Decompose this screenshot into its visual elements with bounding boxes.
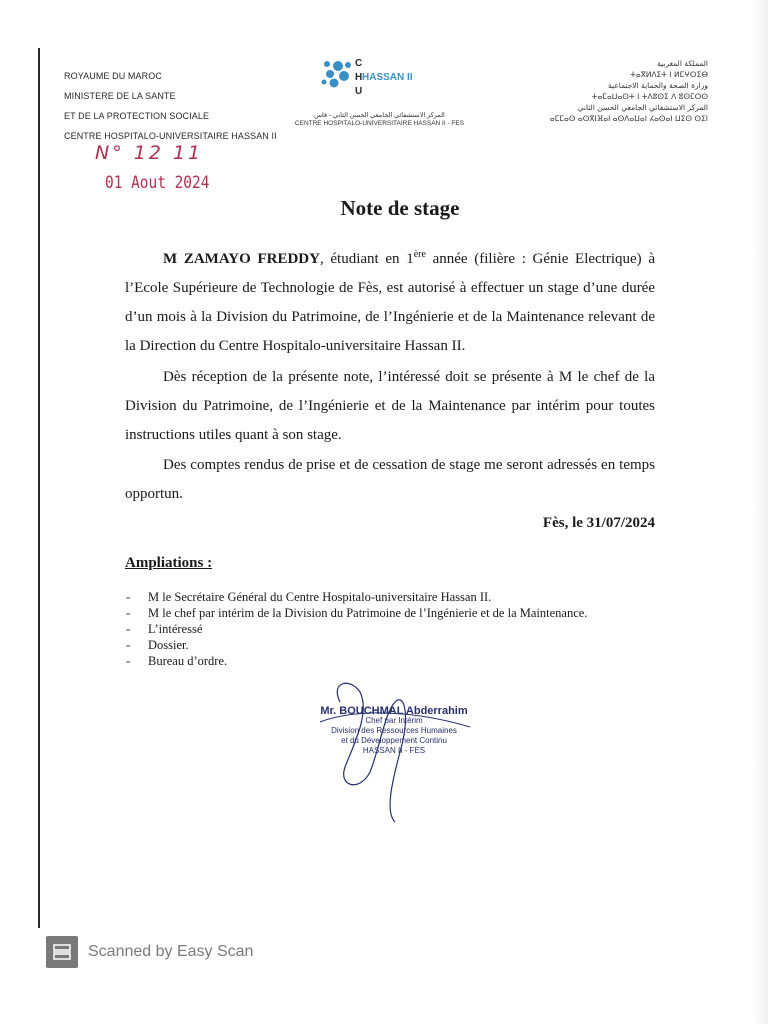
paragraph-3-text: Des comptes rendus de prise et de cessation de stage me seront adressés en temps opportun. [125,457,655,502]
official-stamp [308,706,480,756]
watermark-label: Scanned by Easy Scan [88,943,254,960]
header-left-line: ET DE LA PROTECTION SOCIALE [64,111,210,121]
reference-date: 01 Aout 2024 [105,173,210,193]
paragraph-3 [125,451,655,509]
student-name: M ZAMAYO FREDDY [163,251,320,267]
logo-sub-arabic: المركز الاستشفائي الجامعي الحسن الثاني - فاس [314,112,445,119]
logo-sub-latin: CENTRE HOSPITALO-UNIVERSITAIRE HASSAN II - FES [294,120,465,127]
header-right-line: المملكة المغربية [657,59,708,68]
paragraph-2 [125,363,655,450]
header-left [64,66,277,146]
logo-subtitle [282,112,477,128]
header-left-line: CENTRE HOSPITALO-UNIVERSITAIRE HASSAN II [64,131,277,141]
header-left-line: ROYAUME DU MAROC [64,71,162,81]
superscript: ère [413,249,426,260]
header-right-line: وزارة الصحة والحماية الاجتماعية [608,81,708,90]
list-item: - M le chef par intérim de la Division du Patrimoine de l’Ingénierie et de la Maintenance. [126,605,587,621]
place-date: Fès, le 31/07/2024 [542,515,655,531]
ampliations-list [126,589,587,669]
reference-number: N° 12 11 [95,142,204,164]
paragraph-1 [125,245,655,361]
ampliations-title: Ampliations : [125,555,213,571]
paragraph-1-part-b: année (filière : Génie Electrique) à l’Ecole Supérieure de Technologie de Fès, est autorisé à effectuer un stage d’une durée d’un mois à la Division du Patrimoine, de l’Ingénierie et de la Maintenance relevant de la Direction du Centre Hospitalo-universitaire Hassan II. [125,251,655,354]
header-left-line: MINISTERE DE LA SANTE [64,91,176,101]
stamp-line: Division des Ressources Humaines [331,726,457,735]
header-right [550,58,708,124]
logo-flower-icon [322,61,352,88]
scanner-icon [46,936,78,968]
paragraph-2-text: Dès réception de la présente note, l’intéressé doit se présente à M le chef de la Division du Patrimoine, de l’Ingénierie et de la Maintenance par intérim pour toutes instructions utiles quant à son stage. [125,369,655,443]
logo-name: HASSAN II [362,72,413,83]
list-item: - M le Secrétaire Général du Centre Hospitalo-universitaire Hassan II. [126,589,587,605]
header-right-line: ⵜⴰⴳⵍⴷⵉⵜ ⵏ ⵍⵎⵖⵔⵉⴱ [630,70,708,79]
stamp-line: et du Développement Continu [341,736,447,745]
scan-shadow [754,0,768,1024]
paragraph-1-part-a: , étudiant en 1 [319,251,414,267]
page-border-line [38,48,40,928]
logo-letter-u: U [355,86,363,97]
list-item: - Dossier. [126,637,587,653]
chu-logo [318,52,468,142]
scan-watermark [46,936,253,968]
logo-letter-c: C [355,58,363,69]
list-item: - Bureau d’ordre. [126,653,587,669]
header-right-line: ⵜⴰⵎⴰⵡⴰⵙⵜ ⵏ ⵜⴷⵓⵙⵉ ⴷ ⵓⵙⵎⵔⵙ [591,92,708,101]
stamp-line: Chef par Intérim [365,716,423,725]
document-title: Note de stage [340,196,460,220]
logo-letter-h: H [355,72,363,83]
header-right-line: ⴰⵎⵎⴰⵙ ⴰⵙⴳⵏⴼⴰⵏ ⴰⵙⴷⴰⵡⴰⵏ ⵃⴰⵙⴰⵏ ⵡⵉⵙ ⵙⵉⵏ [549,114,708,123]
list-item: - L’intéressé [126,621,587,637]
signatory-name: Mr. BOUCHMAL Abderrahim [320,705,468,717]
stamp-line: HASSAN II - FES [362,746,426,755]
header-right-line: المركز الاستشفائي الجامعي الحسن الثاني [577,103,708,112]
